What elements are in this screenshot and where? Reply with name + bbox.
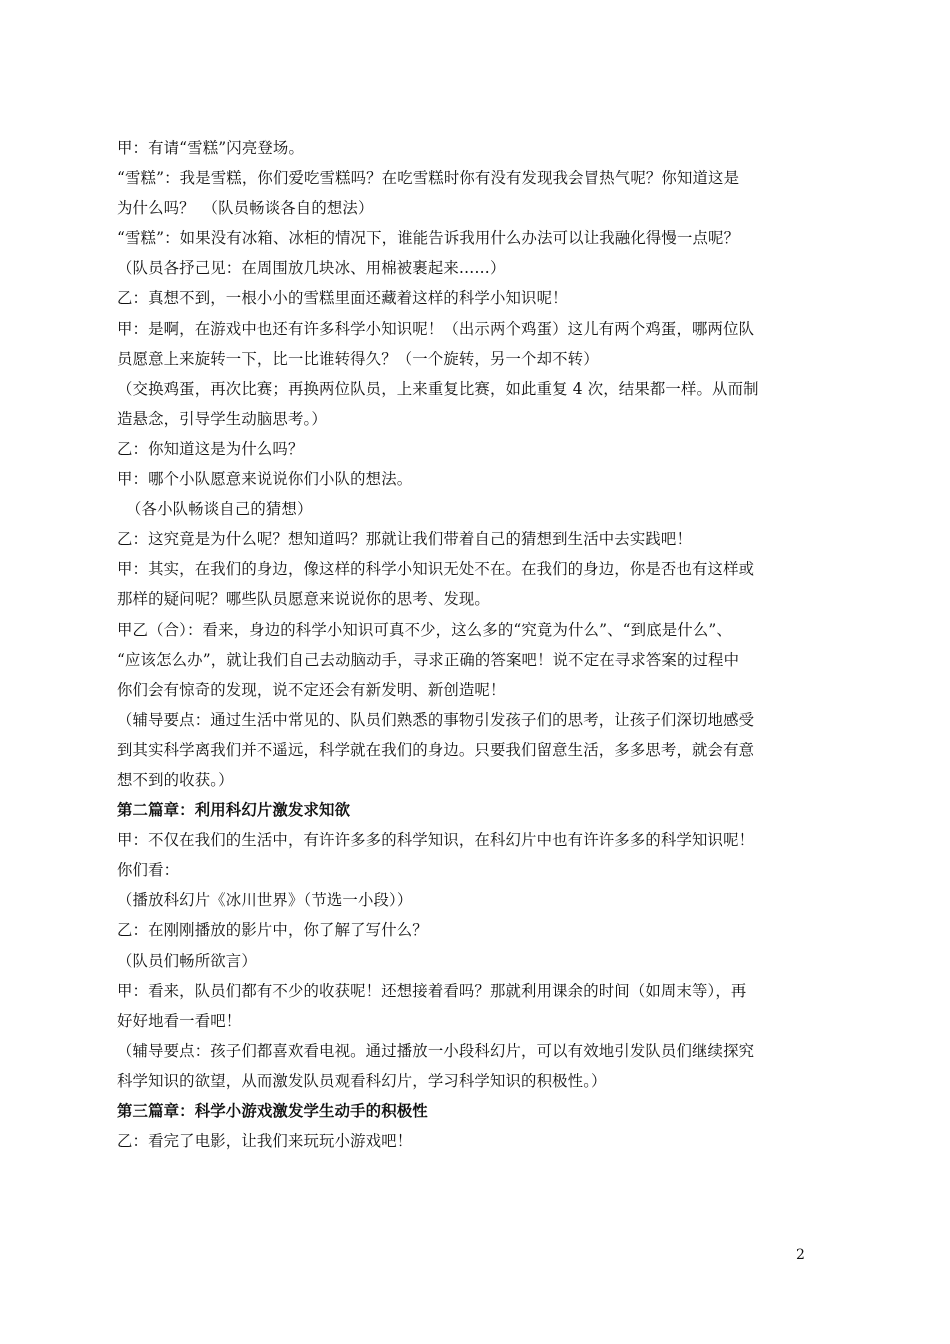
text-line: 甲：是啊，在游戏中也还有许多科学小知识呢！（出示两个鸡蛋）这儿有两个鸡蛋，哪两位队 bbox=[117, 319, 755, 338]
text-line: 甲：不仅在我们的生活中，有许许多多的科学知识，在科幻片中也有许许多多的科学知识呢！ bbox=[117, 831, 755, 850]
text-line: 甲：看来，队员们都有不少的收获呢！还想接着看吗？那就利用课余的时间（如周末等），再 bbox=[117, 981, 747, 1000]
text-line: 科学知识的欲望，从而激发队员观看科幻片，学习科学知识的积极性。） bbox=[117, 1071, 607, 1090]
text-line: （队员各抒己见：在周围放几块冰、用棉被裹起来……） bbox=[117, 259, 506, 278]
text-line: 为什么吗？ （队员畅谈各自的想法） bbox=[117, 199, 374, 218]
text-line: 甲乙（合）：看来，身边的科学小知识可真不少，这么多的“究竟为什么”、“到底是什么”、 bbox=[117, 620, 732, 639]
text-line: 乙：真想不到，一根小小的雪糕里面还藏着这样的科学小知识呢！ bbox=[117, 289, 568, 308]
text-line: 甲：有请“雪糕”闪亮登场。 bbox=[117, 139, 304, 157]
text-line: 乙：看完了电影，让我们来玩玩小游戏吧！ bbox=[117, 1132, 413, 1151]
text-line: 到其实科学离我们并不遥远，科学就在我们的身边。只要我们留意生活，多多思考，就会有意 bbox=[117, 740, 755, 759]
text-line: 造悬念，引导学生动脑思考。） bbox=[117, 409, 327, 428]
text-line: “雪糕”：我是雪糕，你们爱吃雪糕吗？在吃雪糕时你有没有发现我会冒热气呢？你知道这是 bbox=[117, 169, 740, 188]
text-line: “雪糕”：如果没有冰箱、冰柜的情况下，谁能告诉我用什么办法可以让我融化得慢一点呢？ bbox=[117, 229, 740, 248]
text-line: （辅导要点：孩子们都喜欢看电视。通过播放一小段科幻片，可以有效地引发队员们继续探究 bbox=[117, 1041, 755, 1060]
text-line: 好好地看一看吧！ bbox=[117, 1011, 242, 1030]
text-line: （各小队畅谈自己的猜想） bbox=[126, 500, 313, 519]
text-line: “应该怎么办”，就让我们自己去动脑动手，寻求正确的答案吧！说不定在寻求答案的过程中 bbox=[117, 650, 740, 669]
text-line: 甲：其实，在我们的身边，像这样的科学小知识无处不在。在我们的身边，你是否也有这样或 bbox=[117, 560, 755, 579]
section-heading: 第二篇章：利用科幻片激发求知欲 bbox=[117, 801, 351, 820]
page-number: 2 bbox=[796, 1247, 805, 1263]
text-line: 员愿意上来旋转一下，比一比谁转得久？（一个旋转，另一个却不转） bbox=[117, 349, 599, 368]
text-line: 你们会有惊奇的发现，说不定还会有新发明、新创造呢！ bbox=[117, 680, 506, 699]
text-line: （辅导要点：通过生活中常见的、队员们熟悉的事物引发孩子们的思考，让孩子们深切地感受 bbox=[117, 710, 755, 729]
section-heading: 第三篇章：科学小游戏激发学生动手的积极性 bbox=[117, 1102, 428, 1120]
text-line: （队员们畅所欲言） bbox=[117, 951, 257, 970]
text-line: （交换鸡蛋，再次比赛；再换两位队员，上来重复比赛，如此重复 4 次，结果都一样。从而制 bbox=[117, 379, 759, 398]
text-line: 乙：在刚刚播放的影片中，你了解了写什么？ bbox=[117, 921, 428, 940]
text-line: 乙：你知道这是为什么吗？ bbox=[117, 439, 304, 458]
text-line: 乙：这究竟是为什么呢？想知道吗？那就让我们带着自己的猜想到生活中去实践吧！ bbox=[117, 530, 693, 549]
document-body bbox=[117, 133, 817, 1156]
text-line: （播放科幻片《冰川世界》（节选一小段）） bbox=[117, 891, 413, 910]
text-line: 想不到的收获。） bbox=[117, 770, 234, 789]
text-line: 甲：哪个小队愿意来说说你们小队的想法。 bbox=[117, 470, 413, 489]
text-line: 那样的疑问呢？哪些队员愿意来说说你的思考、发现。 bbox=[117, 590, 490, 609]
text-line: 你们看： bbox=[117, 861, 180, 880]
